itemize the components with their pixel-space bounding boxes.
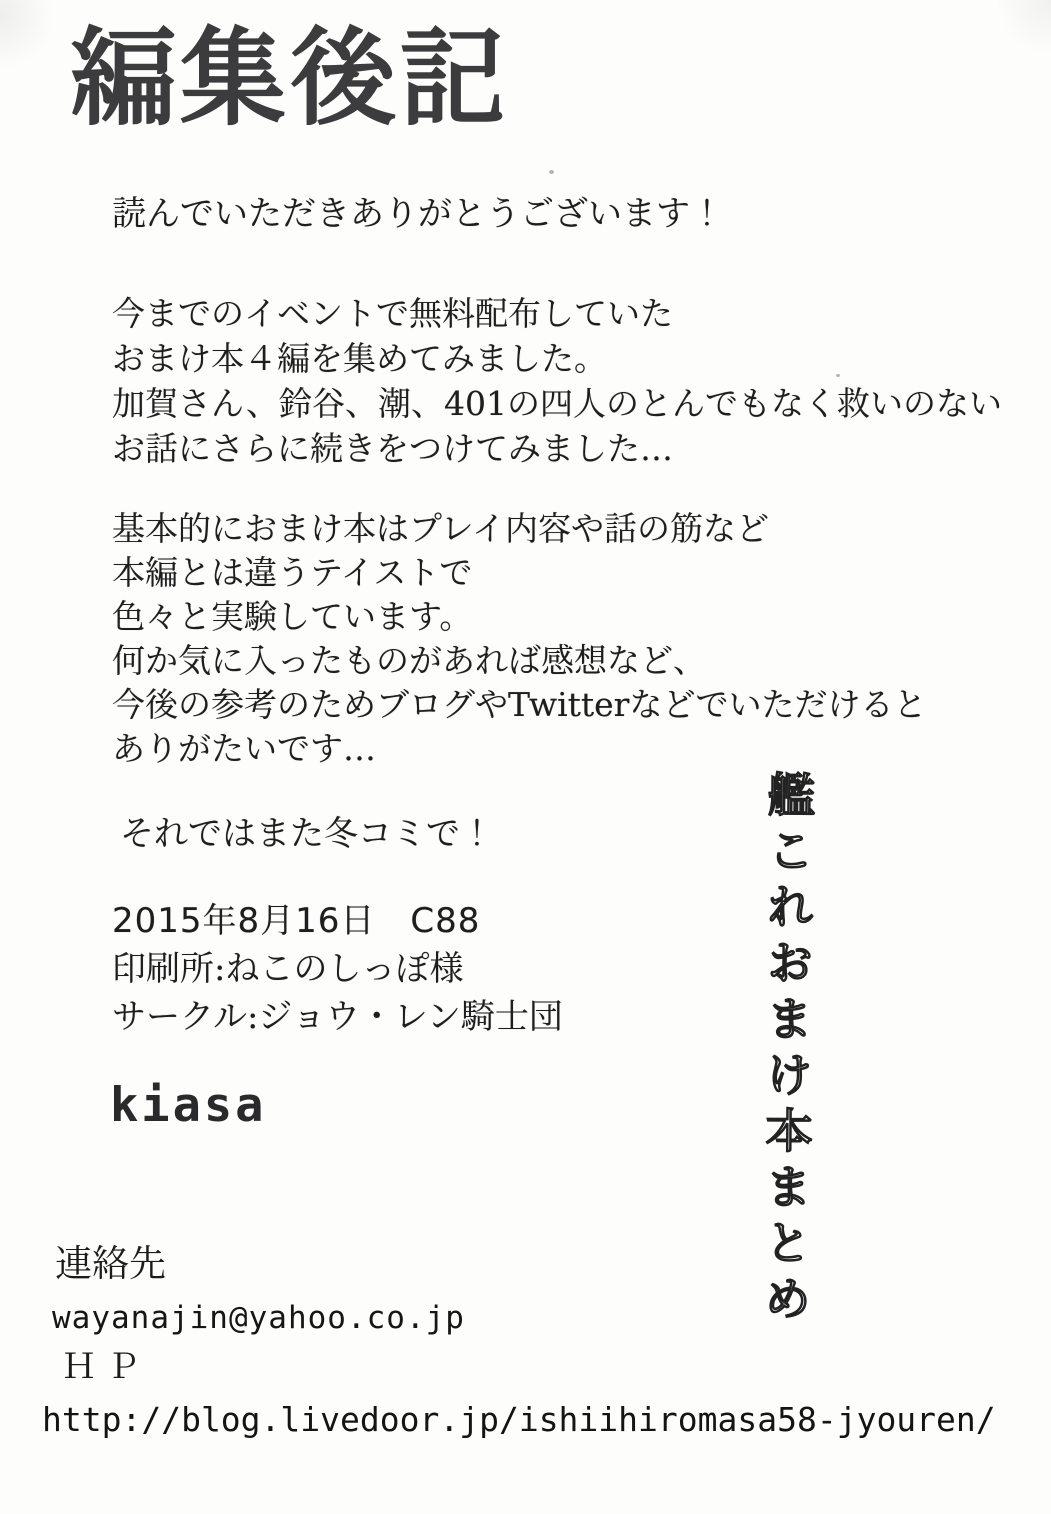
paragraph-line: 色々と実験しています。 <box>112 597 473 636</box>
contact-email: wayanajin@yahoo.co.jp <box>52 1300 465 1336</box>
paragraph-line: おまけ本４編を集めてみました。 <box>112 339 607 378</box>
paragraph-line: 今までのイベントで無料配布していた <box>112 294 673 333</box>
paragraph-line: 本編とは違うテイストで <box>112 553 473 592</box>
intro-paragraph <box>112 291 1002 471</box>
paragraph-line: 基本的におまけ本はプレイ内容や話の筋など <box>112 509 770 548</box>
notes-paragraph <box>112 507 926 771</box>
circle-line: サークル:ジョウ・レン騎士団 <box>112 997 563 1037</box>
scan-speck <box>549 170 554 174</box>
paragraph-line: お話にさらに続きをつけてみました… <box>112 429 673 468</box>
event-date-line: 2015年8月16日 C88 <box>112 901 481 941</box>
printer-line: 印刷所:ねこのしっぽ様 <box>112 949 464 989</box>
paragraph-line: 何か気に入ったものがあれば感想など、 <box>112 641 706 680</box>
paragraph-line: 今後の参考のためブログやTwitterなどでいただけると <box>112 685 927 724</box>
paragraph-line: ありがたいです… <box>112 729 376 768</box>
contact-heading: 連絡先 <box>55 1242 166 1285</box>
homepage-label: ＨＰ <box>62 1347 150 1387</box>
side-vertical-title: 艦これおまけ本まとめ <box>756 769 816 1331</box>
scan-speck <box>836 374 840 377</box>
homepage-url: http://blog.livedoor.jp/ishiihiromasa58-jyouren/ <box>42 1400 996 1439</box>
paragraph-line: 加賀さん、鈴谷、潮、401の四人のとんでもなく救いのない <box>112 384 1002 423</box>
author-signature: kiasa <box>110 1078 267 1133</box>
colophon-block <box>112 897 563 1041</box>
closing-line: それではまた冬コミで！ <box>120 814 494 854</box>
greeting-line: 読んでいただきありがとうございます！ <box>112 194 724 234</box>
page-title: 編集後記 <box>70 17 510 140</box>
